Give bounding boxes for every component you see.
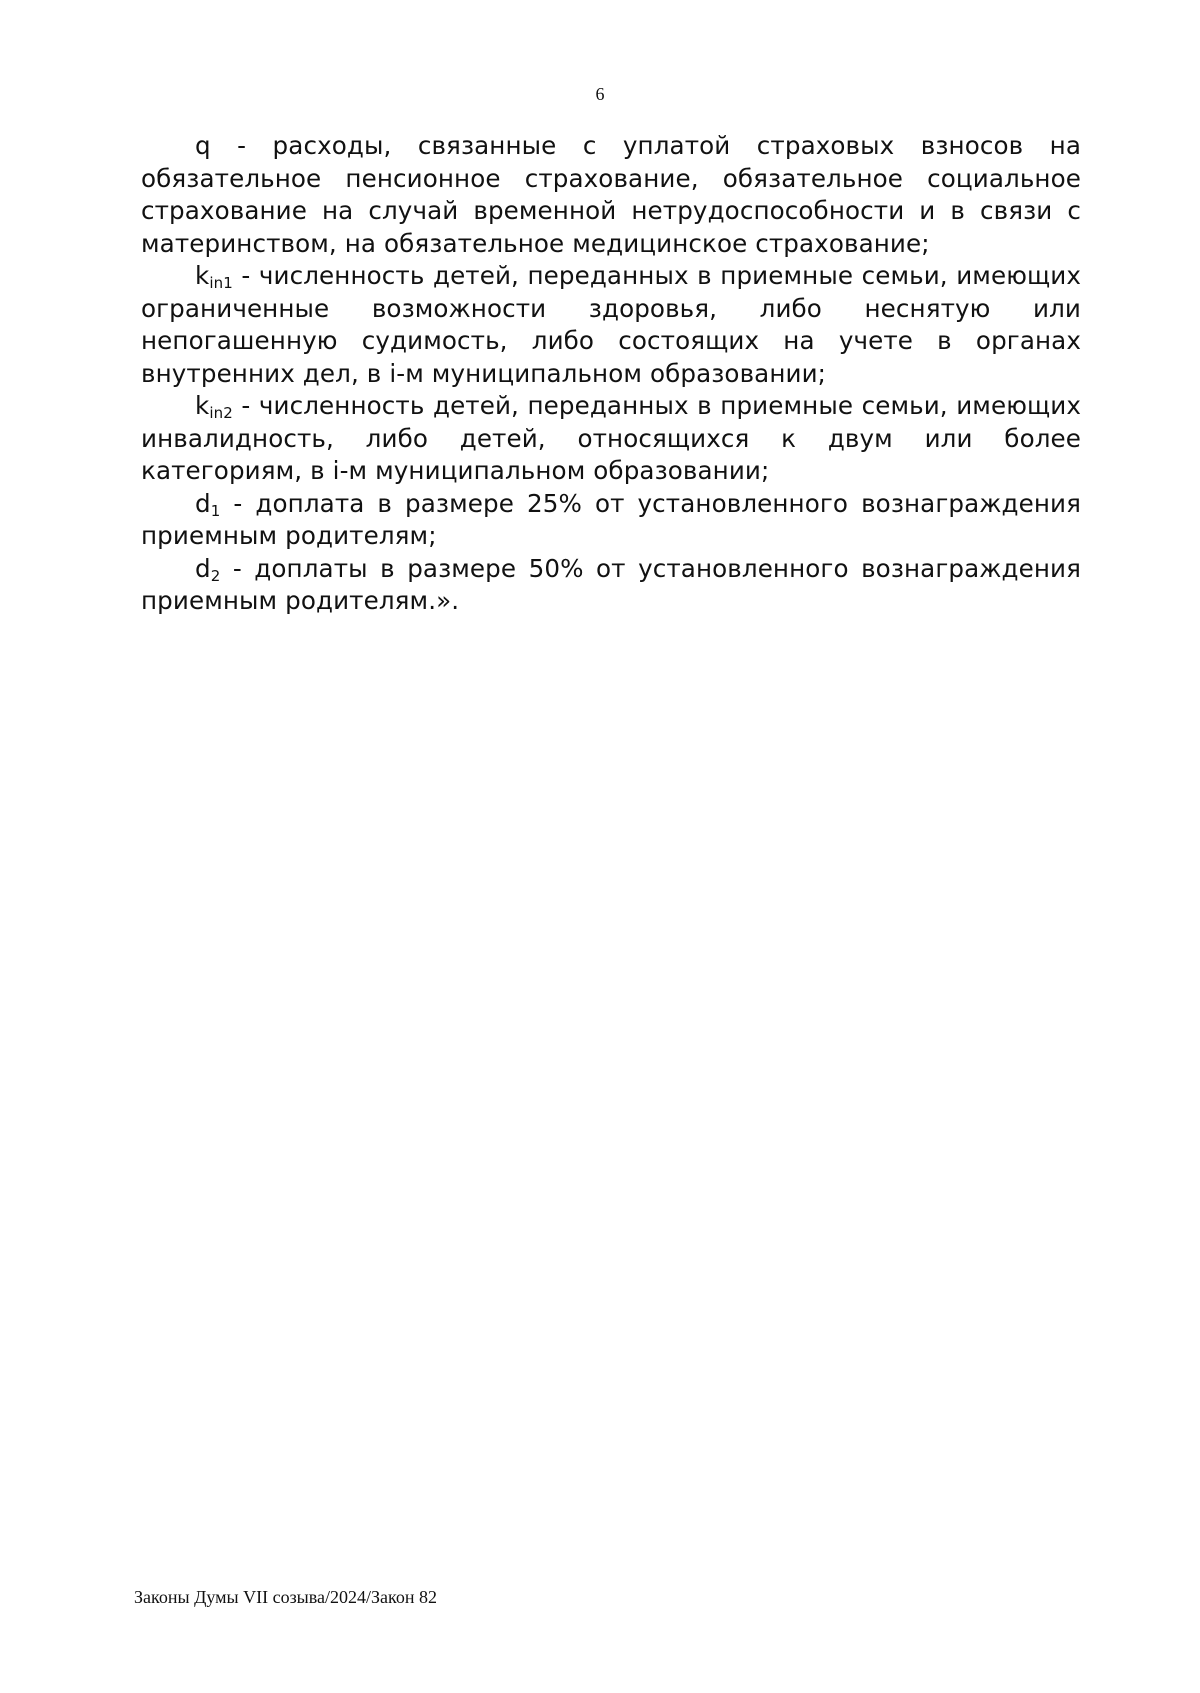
definition-subscript: in1 — [209, 274, 233, 292]
definition-symbol: d — [195, 488, 211, 518]
document-footer: Законы Думы VII созыва/2024/Закон 82 — [134, 1587, 437, 1607]
definition-text: - доплаты в размере 50% от установленного вознаграждения приемным родителям.». — [141, 553, 1081, 615]
definition-text: - численность детей, переданных в приемные семьи, имеющих инвалидность, либо детей, относящихся к двум или более категориям, в i-м муниципальном образовании; — [141, 391, 1081, 485]
definition-subscript: 2 — [210, 566, 221, 585]
definition-symbol: d — [195, 553, 211, 583]
page-number: 6 — [595, 84, 605, 104]
definition-subscript: 1 — [210, 501, 221, 520]
definition-kin2 — [141, 390, 1081, 488]
definition-q — [141, 130, 1081, 260]
definition-d1 — [141, 488, 1081, 553]
definition-text: - расходы, связанные с уплатой страховых взносов на обязательное пенсионное страхование, обязательное социальное страхование на случай временной нетрудоспособности и в связи с материнством, на обязательное медицинское страхование; — [141, 131, 1081, 258]
definition-symbol: k — [195, 391, 210, 420]
definition-kin1 — [141, 260, 1081, 390]
document-body — [141, 130, 1081, 618]
definition-symbol: k — [195, 261, 210, 290]
definition-d2 — [141, 553, 1081, 618]
definition-symbol: q — [195, 131, 211, 160]
definition-text: - доплата в размере 25% от установленного вознаграждения приемным родителям; — [141, 488, 1081, 550]
definition-subscript: in2 — [209, 404, 233, 422]
definition-text: - численность детей, переданных в приемные семьи, имеющих ограниченные возможности здоровья, либо неснятую или непогашенную судимость, либо состоящих на учете в органах внутренних дел, в i-м муниципальном образовании; — [141, 261, 1081, 388]
